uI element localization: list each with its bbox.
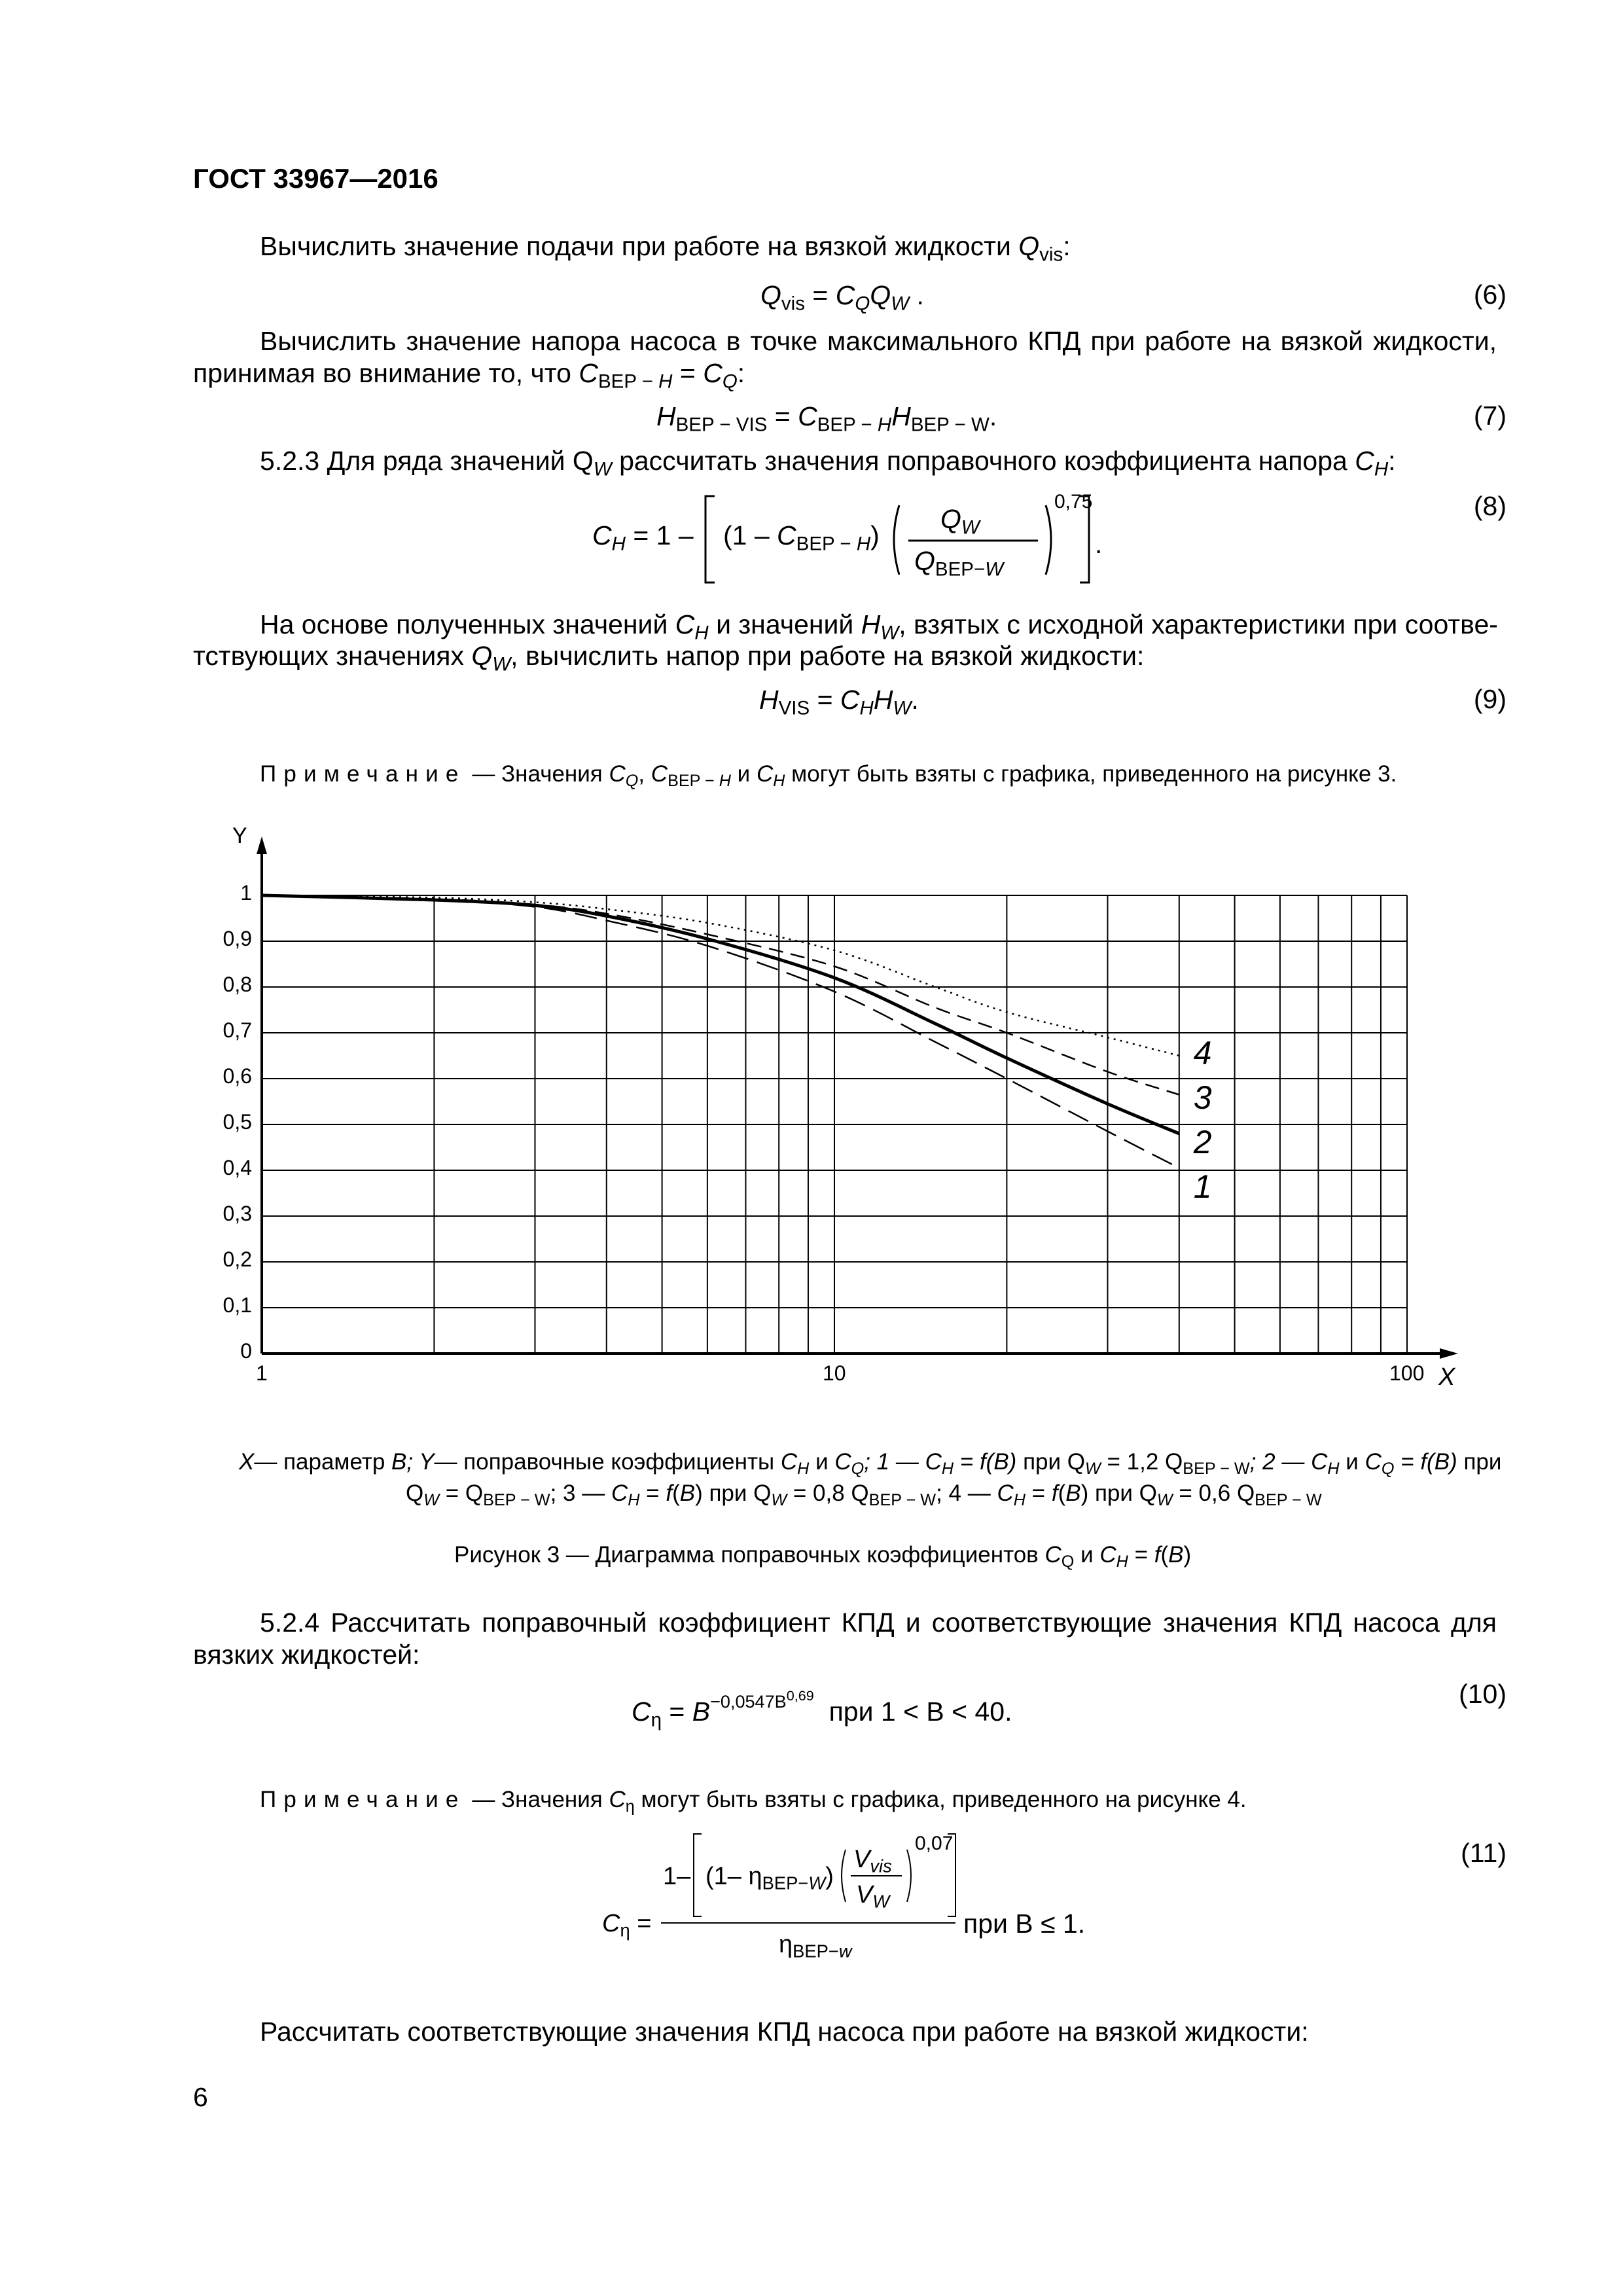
section-5-2-4-line2: вязких жидкостей: [193,1640,420,1670]
paragraph-hvis-line2: тствующих значениях $Q_W$, вычислить напор при работе на вязкой жидкости: [193,641,1145,675]
chart-x-axis-label: X [1438,1363,1455,1391]
chart-y-axis-arrow [257,836,267,854]
chart-curve-4 [262,895,1179,1056]
chart-curve-label-3: 3 [1193,1079,1212,1116]
paragraph-head-line1: Вычислить значение напора насоса в точке максимального КПД при работе на вязкой жидкости, [260,326,1497,356]
paragraph-qvis: Вычислить значение подачи при работе на вязкой жидкости $Q_{vis}$: [260,231,1071,266]
chart-y-axis-label: Y [232,823,247,848]
equation-10: $C_\eta = B^{-0,0547B^{0,69}}$ при 1 < B < 40. [632,1687,1012,1731]
equation-9: $H_{VIS} = C_HH_W$. [759,685,919,719]
section-5-2-4-line1: 5.2.4 Рассчитать поправочный коэффициент КПД и соответствующие значения КПД насоса для [260,1607,1497,1638]
chart-y-tick-label: 0,4 [223,1156,252,1179]
section-5-2-3: 5.2.3 Для ряда значений $Q_W$ рассчитать значения поправочного коэффициента напора $C_H$: [260,446,1396,480]
equation-11-number: (11) [1461,1838,1507,1868]
chart-curve-label-1: 1 [1193,1168,1212,1205]
equation-6: $Q_{vis} = C_QQ_W$ . [760,280,924,315]
note-1: Примечание — Значения $C_Q$, $C_{BEP - H}$ и $C_H$ могут быть взяты с графика, приведенного на рисунке 3. [260,761,1397,791]
paragraph-hvis-line1: На основе полученных значений $C_H$ и значений $H_W$, взятых с исходной характеристики при соотве- [260,609,1498,644]
equation-11: 1– (1– $\eta_{BEP-W}$) $V_{vis}$ $V_W$ 0,07 $C_\eta$ = $\eta_{BEP-w}$ при B ≤ 1. [602,1826,1165,1964]
chart-curve-label-4: 4 [1193,1034,1212,1071]
chart-y-tick-label: 0,6 [223,1064,252,1088]
chart-y-tick-label: 0,8 [223,973,252,996]
chart-x-tick-label: 100 [1389,1361,1425,1385]
chart-x-tick-label: 1 [256,1361,268,1385]
chart-y-tick-label: 0,9 [223,927,252,950]
paragraph-head-line2: принимая во внимание то, что $C_{BEP - H} = C_Q$: [193,358,745,393]
chart-y-tick-label: 0,2 [223,1247,252,1271]
chart-y-tick-label: 0,7 [223,1018,252,1042]
equation-8-number: (8) [1473,491,1507,521]
equation-10-number: (10) [1459,1679,1507,1709]
chart-y-tick-label: 0 [240,1339,252,1363]
chart-curve-1 [262,895,1179,1168]
equation-6-number: (6) [1473,279,1507,310]
figure-legend-line2: $Q_W = Q_{BEP - W}$; 3 — $C_H = f(B)$ при $Q_W = 0,8$ $Q_{BEP - W}$; 4 — $C_H = f(B)$ при $Q_W = 0,6$ $Q_{BEP - W}$ [406,1480,1322,1510]
chart-curve-2 [262,895,1179,1134]
equation-8: $C_H = 1$ – $(1 - C_{BEP - H})$ $Q_W$ $Q_{BEP-W}$ 0,75 . [592,491,1116,589]
paragraph-efficiency: Рассчитать соответствующие значения КПД насоса при работе на вязкой жидкости: [260,2017,1309,2047]
standard-header: ГОСТ 33967—2016 [193,163,438,194]
chart-y-tick-label: 0,5 [223,1110,252,1134]
equation-7: $H_{BEP - VIS} = C_{BEP - H}H_{BEP - W}$. [656,401,997,436]
equation-9-number: (9) [1473,684,1507,714]
equation-7-number: (7) [1473,401,1507,431]
figure-legend-line1: X— параметр B; Y— поправочные коэффициенты $C_H$ и $C_Q$; 1 — $C_H = f(B)$ при $Q_W = 1,2$ $Q_{BEP - W}$; 2 — $C_H$ и $C_Q = f(B)$ при [239,1449,1502,1479]
note-2: Примечание — Значения $C_\eta$ могут быть взяты с графика, приведенного на рисунке 4. [260,1787,1247,1816]
chart-curve-3 [262,895,1179,1095]
chart-x-tick-label: 10 [823,1361,846,1385]
chart-y-tick-label: 0,1 [223,1293,252,1317]
page-number: 6 [193,2082,208,2112]
figure-caption: Рисунок 3 — Диаграмма поправочных коэффициентов $C_Q$ и $C_H = f(B)$ [454,1542,1192,1571]
chart-y-tick-label: 1 [240,881,252,905]
chart-y-tick-label: 0,3 [223,1202,252,1225]
chart-curve-label-2: 2 [1193,1123,1212,1160]
chart-x-axis-arrow [1440,1348,1458,1359]
